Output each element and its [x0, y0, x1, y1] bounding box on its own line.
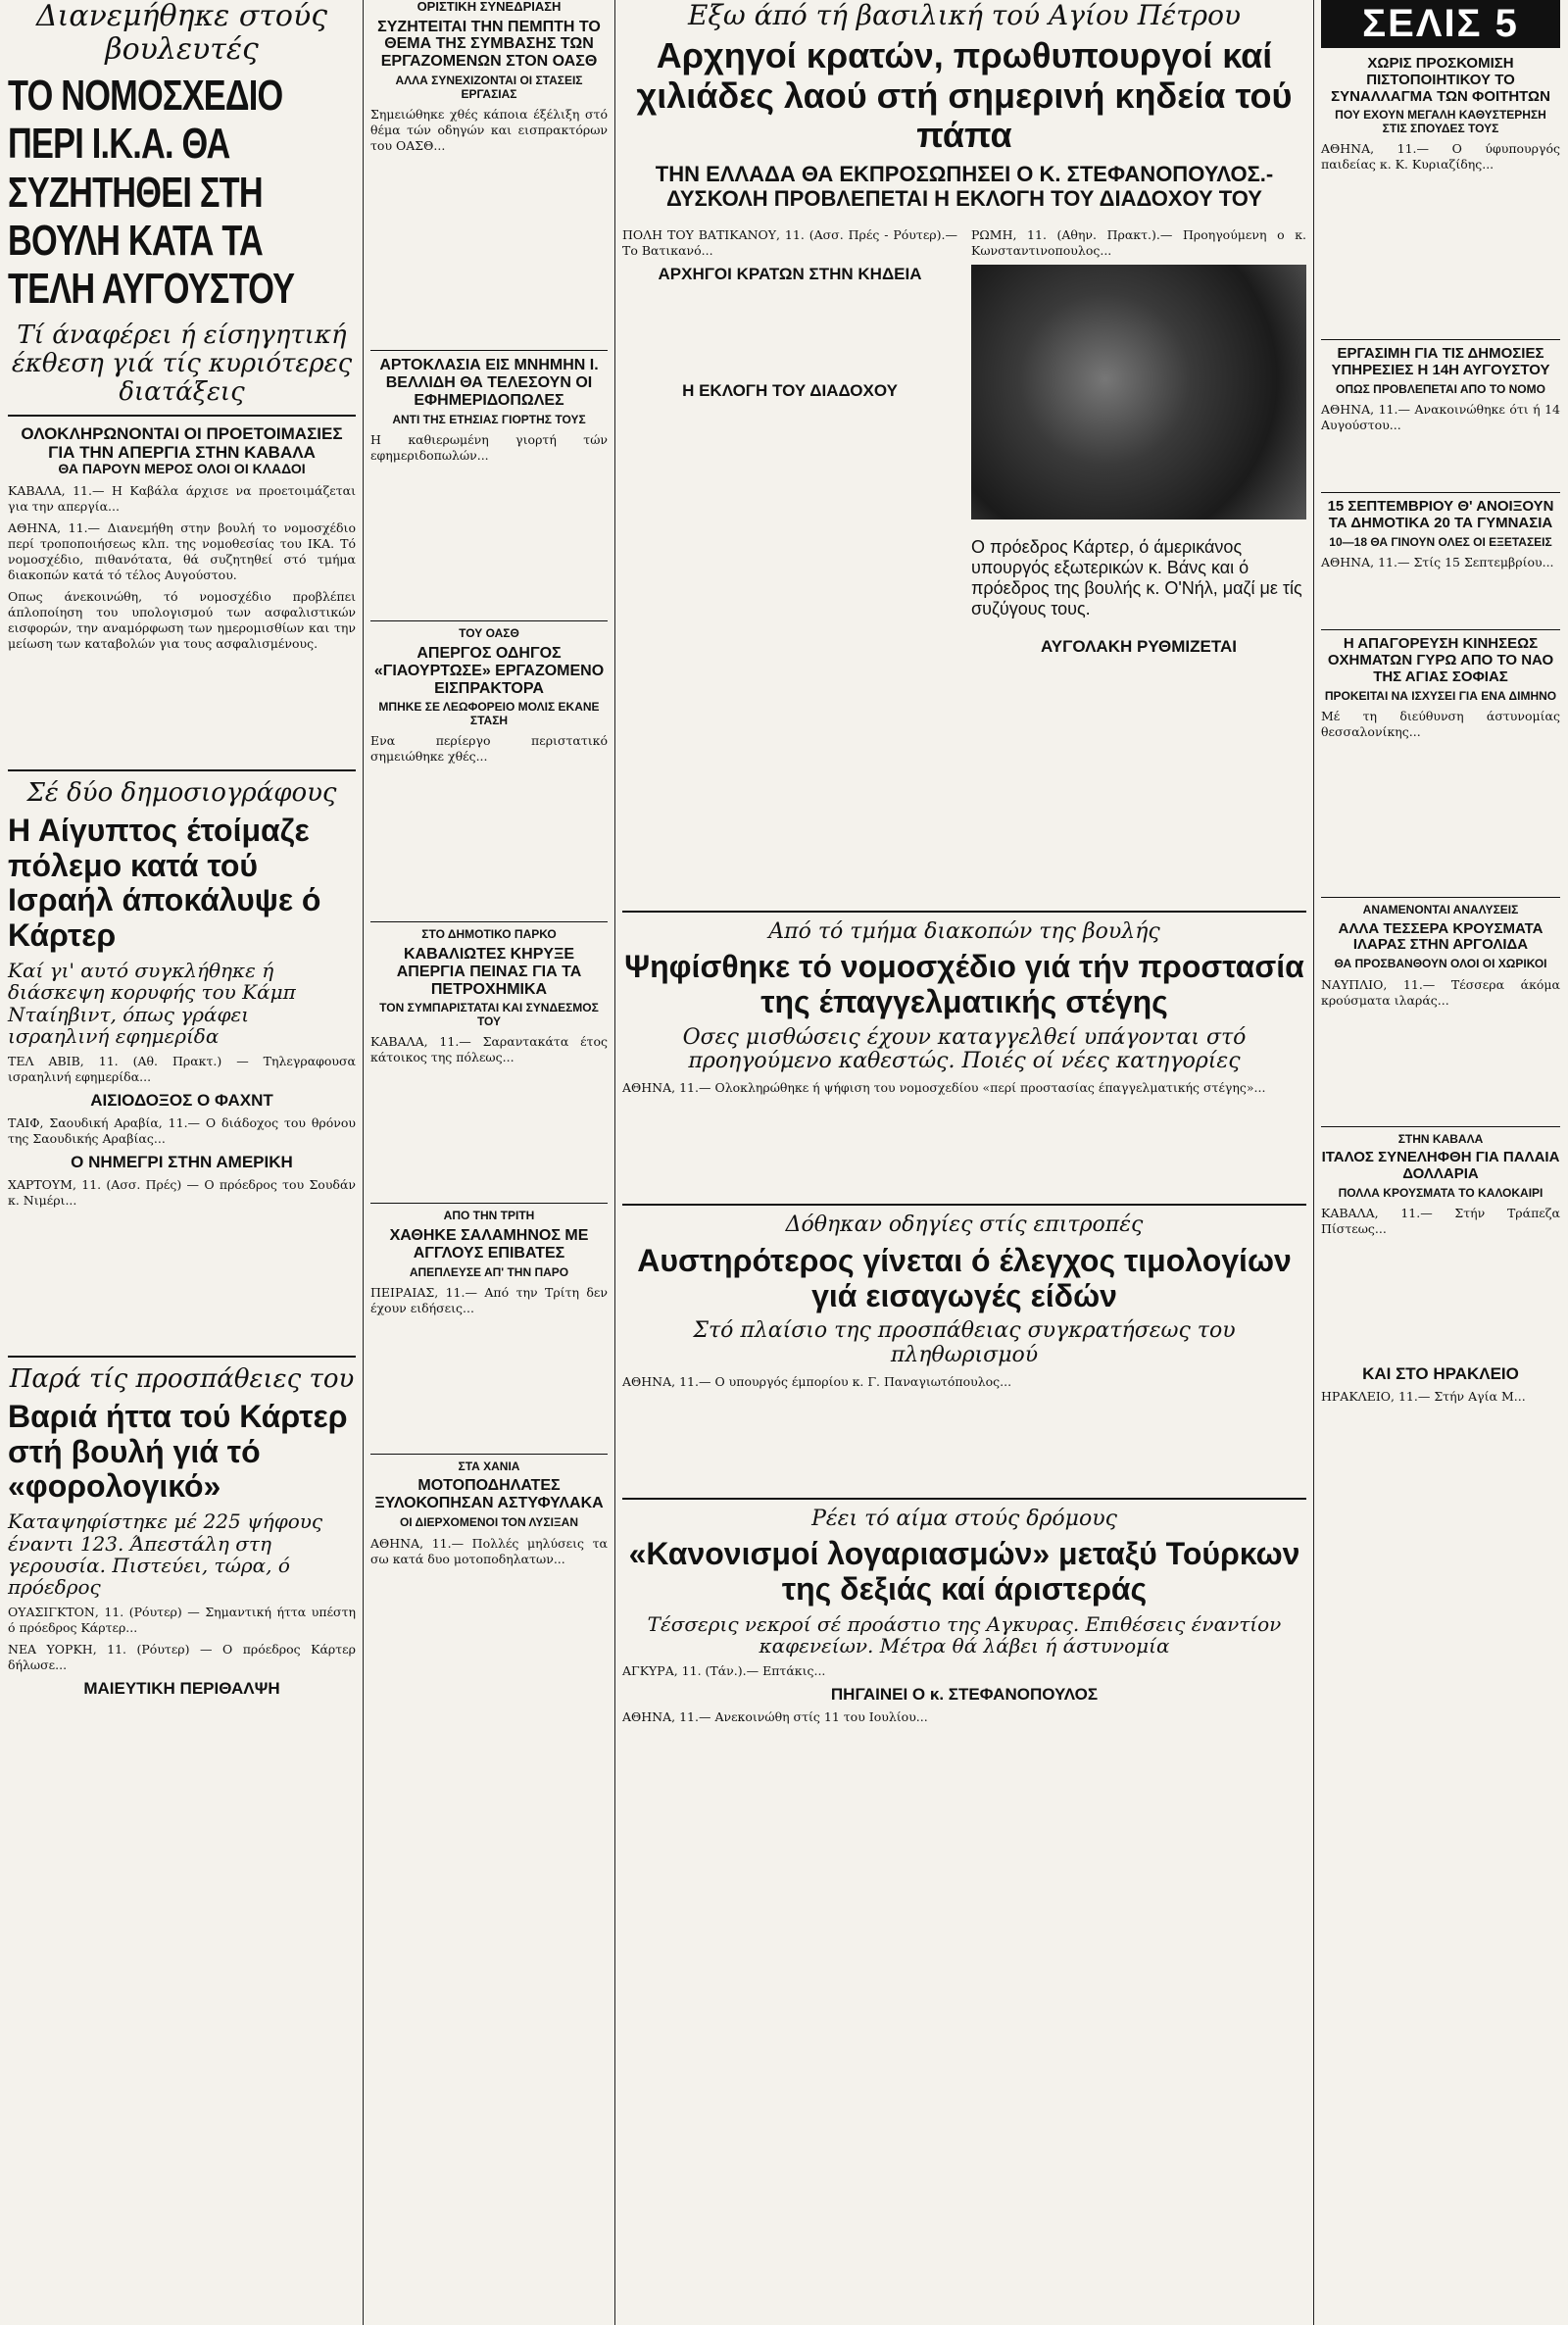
- subhead: ΠΗΓΑΙΝΕΙ Ο κ. ΣΤΕΦΑΝΟΠΟΥΛΟΣ: [830, 1684, 1099, 1704]
- kicker: Δόθηκαν οδηγίες στίς επιτροπές: [785, 1212, 1144, 1238]
- headline: Η ΑΠΑΓΟΡΕΥΣΗ ΚΙΝΗΣΕΩΣ ΟΧΗΜΑΤΩΝ ΓΥΡΩ ΑΠΟ ΤΟ ΝΑΟ ΤΗΣ ΑΓΙΑΣ ΣΟΦΙΑΣ: [1327, 635, 1554, 685]
- body-text: ΚΑΒΑΛΑ, 11.— Σαραντακάτα έτος κάτοικος της πόλεως...: [370, 1034, 608, 1065]
- body-text: Σημειώθηκε χθές κάποια έξέλιξη στό θέμα τών οδηγών και εισπρακτόρων του ΟΑΣΘ...: [370, 107, 608, 154]
- body-text: ΑΘΗΝΑ, 11.— Ολοκληρώθηκε ή ψήφιση του νομοσχεδίου «περί προστασίας έπαγγελματικής στέγης»...: [622, 1080, 1266, 1096]
- body-text: ΧΑΡΤΟΥΜ, 11. (Ασσ. Πρές) — Ο πρόεδρος του Σουδάν κ. Νιμέρι...: [8, 1176, 356, 1208]
- column-rule: [1313, 0, 1314, 2325]
- headline: ΧΑΘΗΚΕ ΣΑΛΑΜΗΝΟΣ ΜΕ ΑΓΓΛΟΥΣ ΕΠΙΒΑΤΕΣ: [389, 1226, 589, 1261]
- kicker: ΑΠΟ ΤΗΝ ΤΡΙΤΗ: [443, 1209, 535, 1223]
- kicker: Σέ δύο δημοσιογράφους: [26, 777, 337, 808]
- body-text: ΑΘΗΝΑ, 11.— Στίς 15 Σεπτεμβρίου...: [1321, 555, 1554, 570]
- subhead: ΑΝΤΙ ΤΗΣ ΕΤΗΣΙΑΣ ΓΙΟΡΤΗΣ ΤΟΥΣ: [392, 412, 586, 426]
- kicker: ΤΟΥ ΟΑΣΘ: [459, 626, 519, 641]
- body-text: ΠΕΙΡΑΙΑΣ, 11.— Από την Τρίτη δεν έχουν ειδήσεις...: [370, 1285, 608, 1316]
- photo-caption: Ο πρόεδρος Κάρτερ, ό άμερικάνος υπουργός εξωτερικών κ. Βάνς και ό πρόεδρος της βουλής κ. Ο'Νήλ, μαζί με τίς συζύγους τους.: [971, 536, 1302, 618]
- headline: 15 ΣΕΠΤΕΜΒΡΙΟΥ Θ' ΑΝΟΙΞΟΥΝ ΤΑ ΔΗΜΟΤΙΚΑ 20 ΤΑ ΓΥΜΝΑΣΙΑ: [1327, 498, 1554, 532]
- body-text: Ενα περίεργο περιστατικό σημειώθηκε χθές...: [370, 733, 608, 765]
- body-text: ΤΕΛ ΑΒΙΒ, 11. (Αθ. Πρακτ.) — Τηλεγραφουσα ισραηλινή εφημερίδα...: [8, 1053, 356, 1084]
- subhead: ΟΙ ΔΙΕΡΧΟΜΕΝΟΙ ΤΟΝ ΛΥΣΙΞΑΝ: [399, 1515, 579, 1530]
- subhead: ΟΠΩΣ ΠΡΟΒΛΕΠΕΤΑΙ ΑΠΟ ΤΟ ΝΟΜΟ: [1336, 381, 1545, 396]
- subhead: ΠΡΟΚΕΙΤΑΙ ΝΑ ΙΣΧΥΣΕΙ ΓΙΑ ΕΝΑ ΔΙΜΗΝΟ: [1324, 688, 1557, 703]
- subhead: ΚΑΙ ΣΤΟ ΗΡΑΚΛΕΙΟ: [1362, 1364, 1519, 1384]
- column-3: [622, 0, 1306, 1731]
- headline: ΑΡΤΟΚΛΑΣΙΑ ΕΙΣ ΜΝΗΜΗΝ Ι. ΒΕΛΛΙΔΗ ΘΑ ΤΕΛΕΣΟΥΝ ΟΙ ΕΦΗΜΕΡΙΔΟΠΩΛΕΣ: [379, 357, 599, 409]
- subhead: ΘΑ ΠΡΟΣΒΑΝΘΟΥΝ ΟΛΟΙ ΟΙ ΧΩΡΙΚΟΙ: [1334, 957, 1547, 971]
- headline: ΚΑΒΑΛΙΩΤΕΣ ΚΗΡΥΞΕ ΑΠΕΡΓΙΑ ΠΕΙΝΑΣ ΓΙΑ ΤΑ ΠΕΤΡΟΧΗΜΙΚΑ: [396, 945, 582, 998]
- headline: Η Αίγυπτος έτοίμαζε πόλεμο κατά τού Ισραήλ άποκάλυψε ό Κάρτερ: [8, 812, 321, 954]
- subhead-sub: ΘΑ ΠΑΡΟΥΝ ΜΕΡΟΣ ΟΛΟΙ ΟΙ ΚΛΑΔΟΙ: [58, 460, 306, 476]
- deck: Στό πλαίσιο της προσπάθειας συγκρατήσεως του πληθωρισμού: [693, 1318, 1236, 1368]
- subhead: 10—18 ΘΑ ΓΙΝΟΥΝ ΟΛΕΣ ΟΙ ΕΞΕΤΑΣΕΙΣ: [1329, 534, 1552, 549]
- headline: ΑΠΕΡΓΟΣ ΟΔΗΓΟΣ «ΓΙΑΟΥΡΤΩΣΕ» ΕΡΓΑΖΟΜΕΝΟ ΕΙΣΠΡΑΚΤΟΡΑ: [373, 644, 605, 697]
- kicker: Ρέει τό αίμα στούς δρόμους: [811, 1506, 1117, 1531]
- headline: ΕΡΓΑΣΙΜΗ ΓΙΑ ΤΙΣ ΔΗΜΟΣΙΕΣ ΥΠΗΡΕΣΙΕΣ Η 14Η ΑΥΓΟΥΣΤΟΥ: [1331, 345, 1550, 379]
- kicker: ΟΡΙΣΤΙΚΗ ΣΥΝΕΔΡΙΑΣΗ: [416, 0, 562, 14]
- deck: Οσες μισθώσεις έχουν καταγγελθεί υπάγονται στό προηγούμενο καθεστώς. Ποιές οί νέες κατηγορίες: [682, 1024, 1247, 1074]
- subhead: Ο ΝΗΜΕΓΡΙ ΣΤΗΝ ΑΜΕΡΙΚΗ: [71, 1152, 293, 1171]
- headline: ΧΩΡΙΣ ΠΡΟΣΚΟΜΙΣΗ ΠΙΣΤΟΠΟΙΗΤΙΚΟΥ ΤΟ ΣΥΝΑΛΛΑΓΜΑ ΤΩΝ ΦΟΙΤΗΤΩΝ: [1331, 55, 1550, 105]
- body-text: Οπως άνεκοινώθη, τό νομοσχέδιο προβλέπει άπλοποίηση του υπολογισμού των ασφαλιστικών εισφορών, την αναμόρφωση των ημερομισθίων και την μείωση των καταβολών για τους ασφαλισμένους.: [8, 588, 356, 651]
- body-text: Η καθιερωμένη γιορτή τών εφημεριδοπωλών...: [370, 432, 608, 464]
- page-label: ΣΕΛΙΣ 5: [1321, 0, 1560, 48]
- body-text: ΑΘΗΝΑ, 11.— Διανεμήθη στην βουλή το νομοσχέδιο περί τροποποιήσεως κλπ. της νομοθεσίας του ΙΚΑ. Τό νομοσχέδιο, πιθανότατα, θά συζητηθεί στό τμήμα διακοπών κατά τό τέλος Αυγούστου.: [8, 519, 356, 582]
- kicker: ΑΝΑΜΕΝΟΝΤΑΙ ΑΝΑΛΥΣΕΙΣ: [1362, 903, 1519, 917]
- subhead: ΜΑΙΕΥΤΙΚΗ ΠΕΡΙΘΑΛΨΗ: [83, 1678, 280, 1698]
- body-text: ΡΩΜΗ, 11. (Αθην. Πρακτ.).— Προηγούμενη ο κ. Κωνσταντινοπουλος...: [971, 226, 1306, 258]
- deck: ΤΗΝ ΕΛΛΑΔΑ ΘΑ ΕΚΠΡΟΣΩΠΗΣΕΙ Ο Κ. ΣΤΕΦΑΝΟΠΟΥΛΟΣ.- ΔΥΣΚΟΛΗ ΠΡΟΒΛΕΠΕΤΑΙ Η ΕΚΛΟΓΗ ΤΟΥ ΔΙΑΔΟΧΟΥ ΤΟΥ: [655, 162, 1274, 211]
- subhead: ΑΙΣΙΟΔΟΞΟΣ Ο ΦΑΧΝΤ: [90, 1090, 273, 1110]
- column-1: [8, 0, 356, 1698]
- column-2: [370, 0, 608, 1573]
- deck: Καταψηφίστηκε μέ 225 ψήφους έναντι 123. Άπεστάλη στη γερουσία. Πιστεύει, τώρα, ό πρόεδρος: [8, 1509, 323, 1600]
- headline: Ψηφίσθηκε τό νομοσχέδιο γιά τήν προστασία της έπαγγελματικής στέγης: [624, 949, 1304, 1020]
- column-4: [1321, 0, 1560, 1410]
- deck: Τέσσερις νεκροί σέ προάστιο της Αγκυρας. Επιθέσεις έναντίον καφενείων. Μέτρα θά λάβει ή άστυνομία: [647, 1611, 1282, 1658]
- kicker: Παρά τίς προσπάθειες του: [9, 1363, 355, 1394]
- deck: Καί γι' αυτό συγκλήθηκε ή διάσκεψη κορυφής του Κάμπ Νταίηβιντ, όπως γράφει ισραηλινή εφημερίδα: [8, 959, 296, 1049]
- body-text: ΝΕΑ ΥΟΡΚΗ, 11. (Ρόυτερ) — Ο πρόεδρος Κάρτερ δήλωσε...: [8, 1641, 356, 1672]
- subhead: ΑΛΛΑ ΣΥΝΕΧΙΖΟΝΤΑΙ ΟΙ ΣΤΑΣΕΙΣ ΕΡΓΑΣΙΑΣ: [395, 74, 583, 101]
- body-text: ΑΘΗΝΑ, 11.— Ανεκοινώθη στίς 11 του Ιουλίου...: [622, 1708, 928, 1724]
- headline: ΜΟΤΟΠΟΔΗΛΑΤΕΣ ΞΥΛΟΚΟΠΗΣΑΝ ΑΣΤΥΦΥΛΑΚΑ: [374, 1477, 604, 1512]
- kicker: ΣΤΑ ΧΑΝΙΑ: [458, 1459, 520, 1474]
- subhead: ΟΛΟΚΛΗΡΩΝΟΝΤΑΙ ΟΙ ΠΡΟΕΤΟΙΜΑΣΙΕΣ ΓΙΑ ΤΗΝ ΑΠΕΡΓΙΑ ΣΤΗΝ ΚΑΒΑΛΑ: [21, 423, 343, 462]
- body-text: Μέ τη διεύθυνση άστυνομίας θεσσαλονίκης...: [1321, 709, 1560, 740]
- headline: ΑΛΛΑ ΤΕΣΣΕΡΑ ΚΡΟΥΣΜΑΤΑ ΙΛΑΡΑΣ ΣΤΗΝ ΑΡΓΟΛΙΔΑ: [1338, 919, 1544, 954]
- subhead: ΠΟΛΛΑ ΚΡΟΥΣΜΑΤΑ ΤΟ ΚΑΛΟΚΑΙΡΙ: [1338, 1185, 1544, 1200]
- body-text: ΟΥΑΣΙΓΚΤΟΝ, 11. (Ρόυτερ) — Σημαντική ήττα υπέστη ό πρόεδρος Κάρτερ...: [8, 1604, 356, 1635]
- subhead: ΤΟΝ ΣΥΜΠΑΡΙΣΤΑΤΑΙ ΚΑΙ ΣΥΝΔΕΣΜΟΣ ΤΟΥ: [379, 1001, 599, 1028]
- body-text: ΤΑΙΦ, Σαουδική Αραβία, 11.— Ο διάδοχος του θρόνου της Σαουδικής Αραβίας...: [8, 1114, 356, 1146]
- body-text: ΑΘΗΝΑ, 11.— Ο ύφυπουργός παιδείας κ. Κ. Κυριαζίδης...: [1321, 141, 1560, 173]
- headline: Βαριά ήττα τού Κάρτερ στή βουλή γιά τό «φορολογικό»: [8, 1398, 348, 1505]
- kicker: Διανεμήθηκε στούς βουλευτές: [35, 0, 327, 67]
- headline: ΤΟ ΝΟΜΟΣΧΕΔΙΟ ΠΕΡΙ Ι.Κ.Α. ΘΑ ΣΥΖΗΤΗΘΕΙ ΣΤΗ ΒΟΥΛΗ ΚΑΤΑ ΤΑ ΤΕΛΗ ΑΥΓΟΥΣΤΟΥ: [8, 72, 295, 314]
- body-text: ΑΓΚΥΡΑ, 11. (Τάν.).— Επτάκις...: [622, 1662, 826, 1678]
- body-text: ΠΟΛΗ ΤΟΥ ΒΑΤΙΚΑΝΟΥ, 11. (Ασσ. Πρές - Ρόυτερ).— Το Βατικανό...: [622, 226, 957, 258]
- kicker: ΣΤΗΝ ΚΑΒΑΛΑ: [1397, 1131, 1484, 1146]
- kicker: ΣΤΟ ΔΗΜΟΤΙΚΟ ΠΑΡΚΟ: [421, 927, 557, 942]
- subhead: ΠΟΥ ΕΧΟΥΝ ΜΕΓΑΛΗ ΚΑΘΥΣΤΕΡΗΣΗ ΣΤΙΣ ΣΠΟΥΔΕΣ ΤΟΥΣ: [1335, 108, 1546, 135]
- body-text: ΝΑΥΠΛΙΟ, 11.— Τέσσερα άκόμα κρούσματα ιλαράς...: [1321, 976, 1560, 1008]
- deck: Τί άναφέρει ή είσηγητική έκθεση γιά τίς κυριότερες διατάξεις: [11, 320, 353, 407]
- subhead: ΑΠΕΠΛΕΥΣΕ ΑΠ' ΤΗΝ ΠΑΡΟ: [409, 1264, 569, 1279]
- subhead: ΑΥΓΟΛΑΚΗ ΡΥΘΜΙΖΕΤΑΙ: [1041, 636, 1237, 656]
- headline: ΣΥΖΗΤΕΙΤΑΙ ΤΗΝ ΠΕΜΠΤΗ ΤΟ ΘΕΜΑ ΤΗΣ ΣΥΜΒΑΣΗΣ ΤΩΝ ΕΡΓΑΖΟΜΕΝΩΝ ΣΤΟΝ ΟΑΣΘ: [377, 18, 601, 71]
- column-rule: [363, 0, 364, 2325]
- kicker: Εξω άπό τή βασιλική τού Αγίου Πέτρου: [687, 0, 1242, 31]
- column-rule: [614, 0, 615, 2325]
- kicker: Από τό τμήμα διακοπών της βουλής: [768, 918, 1160, 944]
- headline: Αυστηρότερος γίνεται ό έλεγχος τιμολογίων γιά εισαγωγές είδών: [637, 1242, 1292, 1313]
- body-text: ΚΑΒΑΛΑ, 11.— Στήν Τράπεζα Πίστεως...: [1321, 1206, 1560, 1237]
- body-text: ΚΑΒΑΛΑ, 11.— Η Καβάλα άρχισε να προετοιμάζεται για την απεργία...: [8, 482, 356, 514]
- subhead: ΜΠΗΚΕ ΣΕ ΛΕΩΦΟΡΕΙΟ ΜΟΛΙΣ ΕΚΑΝΕ ΣΤΑΣΗ: [378, 700, 600, 727]
- body-text: ΑΘΗΝΑ, 11.— Πολλές μηλύσεις τα σω κατά δυο μοτοποδηλατων...: [370, 1535, 608, 1566]
- headline: «Κανονισμοί λογαριασμών» μεταξύ Τούρκων της δεξιάς καί άριστεράς: [628, 1536, 1300, 1608]
- subhead: Η ΕΚΛΟΓΗ ΤΟΥ ΔΙΑΔΟΧΟΥ: [682, 380, 898, 400]
- subhead: ΑΡΧΗΓΟΙ ΚΡΑΤΩΝ ΣΤΗΝ ΚΗΔΕΙΑ: [658, 264, 922, 283]
- headline: Αρχηγοί κρατών, πρωθυπουργοί καί χιλιάδες λαού στή σημερινή κηδεία τού πάπα: [636, 35, 1293, 155]
- body-text: ΑΘΗΝΑ, 11.— Ο υπουργός έμπορίου κ. Γ. Παναγιωτόπουλος...: [622, 1373, 1012, 1389]
- news-photo: [971, 265, 1306, 519]
- headline: ΙΤΑΛΟΣ ΣΥΝΕΛΗΦΘΗ ΓΙΑ ΠΑΛΑΙΑ ΔΟΛΛΑΡΙΑ: [1321, 1149, 1560, 1182]
- body-text: ΑΘΗΝΑ, 11.— Ανακοινώθηκε ότι ή 14 Αυγούστου...: [1321, 402, 1560, 433]
- body-text: ΗΡΑΚΛΕΙΟ, 11.— Στήν Αγία Μ...: [1321, 1389, 1526, 1405]
